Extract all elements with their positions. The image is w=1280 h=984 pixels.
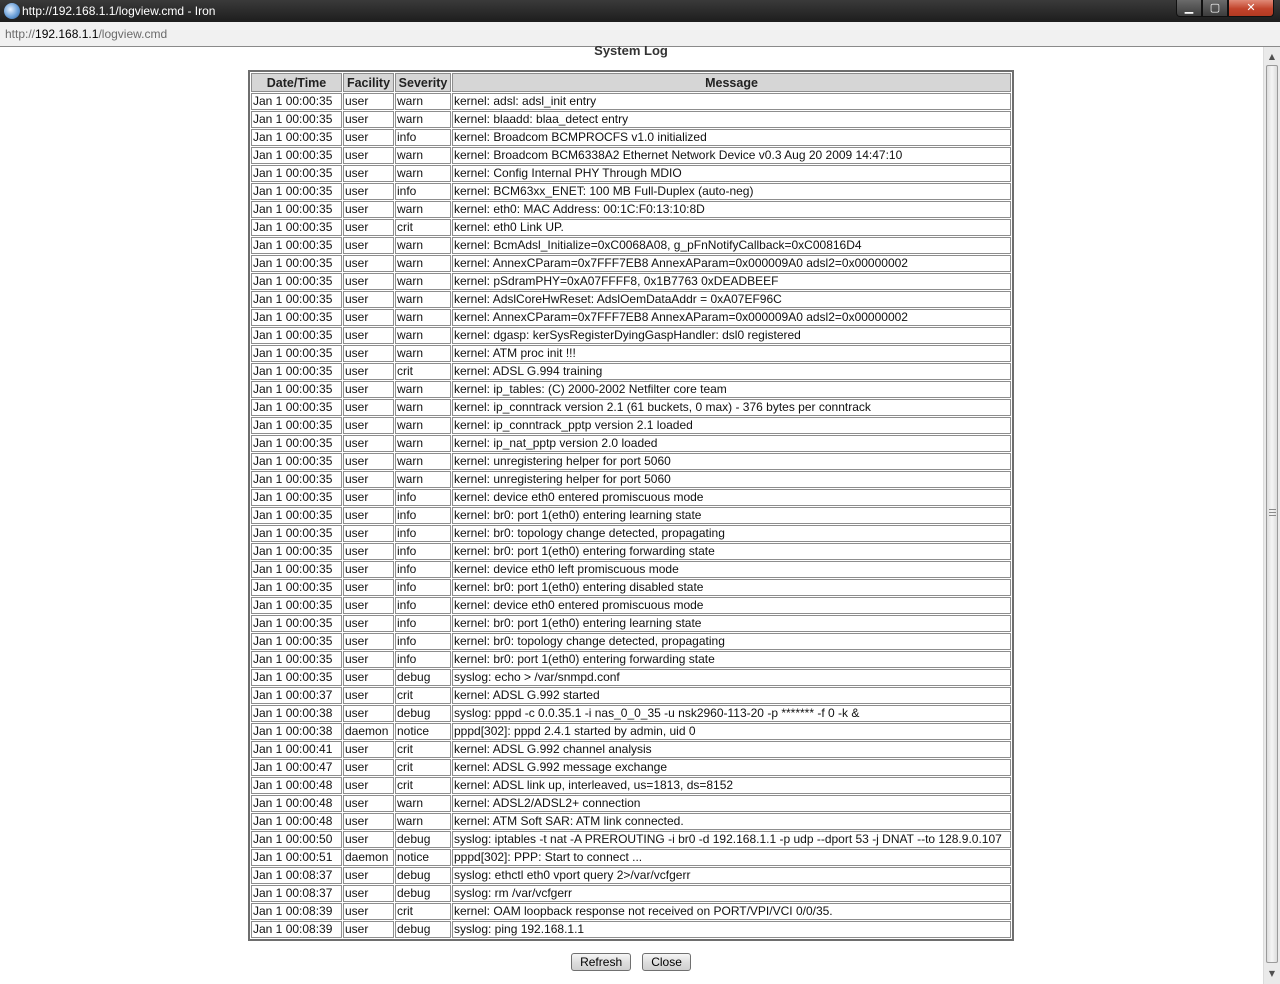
cell-date: Jan 1 00:00:35: [251, 525, 342, 542]
column-header-date: Date/Time: [251, 73, 342, 92]
scroll-up-arrow-icon[interactable]: ▲: [1268, 52, 1276, 61]
cell-severity: debug: [395, 705, 451, 722]
table-row: [251, 687, 1011, 704]
table-row: [251, 111, 1011, 128]
cell-severity: crit: [395, 363, 451, 380]
cell-message: kernel: AdslCoreHwReset: AdslOemDataAddr = 0xA07EF96C: [452, 291, 1011, 308]
cell-date: Jan 1 00:00:35: [251, 435, 342, 452]
table-row: [251, 399, 1011, 416]
table-row: [251, 723, 1011, 740]
cell-severity: warn: [395, 291, 451, 308]
cell-message: kernel: Config Internal PHY Through MDIO: [452, 165, 1011, 182]
url-path: /logview.cmd: [98, 27, 168, 41]
table-row: [251, 633, 1011, 650]
cell-facility: user: [343, 363, 394, 380]
table-row: [251, 453, 1011, 470]
table-row: [251, 417, 1011, 434]
table-row: [251, 543, 1011, 560]
cell-severity: debug: [395, 831, 451, 848]
cell-severity: warn: [395, 201, 451, 218]
cell-message: kernel: ip_tables: (C) 2000-2002 Netfilter core team: [452, 381, 1011, 398]
cell-message: kernel: AnnexCParam=0x7FFF7EB8 AnnexAParam=0x000009A0 adsl2=0x00000002: [452, 309, 1011, 326]
cell-facility: user: [343, 903, 394, 920]
cell-date: Jan 1 00:00:35: [251, 111, 342, 128]
cell-facility: user: [343, 255, 394, 272]
cell-date: Jan 1 00:00:35: [251, 183, 342, 200]
cell-facility: user: [343, 147, 394, 164]
table-row: [251, 147, 1011, 164]
url-text[interactable]: [5, 27, 167, 41]
table-row: [251, 201, 1011, 218]
cell-date: Jan 1 00:08:39: [251, 921, 342, 938]
cell-severity: debug: [395, 921, 451, 938]
cell-severity: warn: [395, 345, 451, 362]
cell-message: kernel: Broadcom BCMPROCFS v1.0 initialized: [452, 129, 1011, 146]
cell-facility: user: [343, 381, 394, 398]
cell-date: Jan 1 00:00:35: [251, 255, 342, 272]
cell-date: Jan 1 00:00:41: [251, 741, 342, 758]
cell-severity: warn: [395, 795, 451, 812]
table-row: [251, 561, 1011, 578]
cell-severity: crit: [395, 759, 451, 776]
table-row: [251, 273, 1011, 290]
maximize-icon[interactable]: ▢: [1202, 0, 1228, 17]
column-header-message: Message: [452, 73, 1011, 92]
cell-date: Jan 1 00:00:35: [251, 147, 342, 164]
table-row: [251, 219, 1011, 236]
cell-date: Jan 1 00:00:35: [251, 669, 342, 686]
table-row: [251, 255, 1011, 272]
window-controls: [1176, 0, 1274, 18]
cell-facility: user: [343, 651, 394, 668]
cell-facility: user: [343, 831, 394, 848]
cell-facility: user: [343, 543, 394, 560]
cell-message: kernel: eth0 Link UP.: [452, 219, 1011, 236]
cell-message: kernel: ip_nat_pptp version 2.0 loaded: [452, 435, 1011, 452]
table-row: [251, 759, 1011, 776]
cell-facility: user: [343, 273, 394, 290]
cell-date: Jan 1 00:00:35: [251, 291, 342, 308]
cell-severity: warn: [395, 273, 451, 290]
table-row: [251, 471, 1011, 488]
table-row: [251, 921, 1011, 938]
cell-date: Jan 1 00:00:35: [251, 129, 342, 146]
cell-severity: crit: [395, 687, 451, 704]
cell-message: kernel: br0: port 1(eth0) entering learning state: [452, 615, 1011, 632]
refresh-button[interactable]: Refresh: [571, 953, 631, 971]
table-row: [251, 849, 1011, 866]
cell-date: Jan 1 00:00:35: [251, 417, 342, 434]
cell-facility: user: [343, 309, 394, 326]
cell-facility: user: [343, 669, 394, 686]
cell-message: kernel: ADSL link up, interleaved, us=1813, ds=8152: [452, 777, 1011, 794]
table-row: [251, 381, 1011, 398]
cell-message: kernel: blaadd: blaa_detect entry: [452, 111, 1011, 128]
cell-date: Jan 1 00:00:48: [251, 777, 342, 794]
table-row: [251, 777, 1011, 794]
cell-date: Jan 1 00:00:35: [251, 597, 342, 614]
cell-date: Jan 1 00:00:35: [251, 165, 342, 182]
cell-message: kernel: ATM proc init !!!: [452, 345, 1011, 362]
cell-date: Jan 1 00:00:35: [251, 345, 342, 362]
table-row: [251, 615, 1011, 632]
cell-message: syslog: ethctl eth0 vport query 2>/var/vcfgerr: [452, 867, 1011, 884]
cell-date: Jan 1 00:00:37: [251, 687, 342, 704]
cell-message: kernel: device eth0 entered promiscuous mode: [452, 489, 1011, 506]
cell-facility: user: [343, 741, 394, 758]
cell-severity: crit: [395, 219, 451, 236]
cell-message: kernel: br0: port 1(eth0) entering learning state: [452, 507, 1011, 524]
table-row: [251, 435, 1011, 452]
cell-date: Jan 1 00:00:38: [251, 705, 342, 722]
table-row: [251, 345, 1011, 362]
cell-facility: user: [343, 345, 394, 362]
table-row: [251, 795, 1011, 812]
cell-message: kernel: ATM Soft SAR: ATM link connected.: [452, 813, 1011, 830]
table-row: [251, 507, 1011, 524]
table-row: [251, 903, 1011, 920]
cell-facility: user: [343, 813, 394, 830]
cell-severity: info: [395, 561, 451, 578]
cell-facility: user: [343, 867, 394, 884]
cell-facility: user: [343, 705, 394, 722]
scroll-down-arrow-icon[interactable]: ▼: [1268, 969, 1276, 978]
cell-message: kernel: device eth0 left promiscuous mode: [452, 561, 1011, 578]
cell-severity: info: [395, 615, 451, 632]
cell-message: kernel: ip_conntrack version 2.1 (61 buckets, 0 max) - 376 bytes per conntrack: [452, 399, 1011, 416]
cell-facility: user: [343, 615, 394, 632]
cell-message: pppd[302]: PPP: Start to connect ...: [452, 849, 1011, 866]
cell-severity: info: [395, 489, 451, 506]
cell-date: Jan 1 00:00:35: [251, 489, 342, 506]
cell-severity: warn: [395, 381, 451, 398]
table-row: [251, 363, 1011, 380]
cell-facility: user: [343, 291, 394, 308]
cell-date: Jan 1 00:00:38: [251, 723, 342, 740]
log-table-body: [251, 93, 1011, 938]
table-row: [251, 651, 1011, 668]
cell-date: Jan 1 00:00:35: [251, 633, 342, 650]
cell-severity: debug: [395, 867, 451, 884]
cell-facility: user: [343, 759, 394, 776]
cell-severity: warn: [395, 237, 451, 254]
table-row: [251, 165, 1011, 182]
cell-message: kernel: adsl: adsl_init entry: [452, 93, 1011, 110]
cell-severity: warn: [395, 327, 451, 344]
cell-facility: user: [343, 183, 394, 200]
cell-facility: user: [343, 93, 394, 110]
table-row: [251, 813, 1011, 830]
table-row: [251, 525, 1011, 542]
table-header-row: [251, 73, 1011, 92]
cell-message: kernel: ADSL G.992 message exchange: [452, 759, 1011, 776]
cell-severity: notice: [395, 723, 451, 740]
cell-date: Jan 1 00:00:35: [251, 453, 342, 470]
cell-severity: warn: [395, 399, 451, 416]
cell-facility: user: [343, 507, 394, 524]
cell-severity: info: [395, 507, 451, 524]
cell-message: kernel: br0: port 1(eth0) entering forwarding state: [452, 543, 1011, 560]
cell-severity: info: [395, 651, 451, 668]
scrollbar-grip-icon: [1269, 509, 1276, 518]
action-buttons: [0, 951, 1262, 971]
cell-severity: warn: [395, 147, 451, 164]
cell-facility: user: [343, 111, 394, 128]
cell-severity: info: [395, 579, 451, 596]
cell-date: Jan 1 00:00:35: [251, 543, 342, 560]
table-row: [251, 705, 1011, 722]
url-prefix: http://: [5, 27, 36, 41]
cell-severity: info: [395, 129, 451, 146]
cell-facility: user: [343, 237, 394, 254]
cell-date: Jan 1 00:00:48: [251, 813, 342, 830]
cell-date: Jan 1 00:00:35: [251, 327, 342, 344]
cell-message: kernel: BCM63xx_ENET: 100 MB Full-Duplex (auto-neg): [452, 183, 1011, 200]
cell-date: Jan 1 00:00:35: [251, 651, 342, 668]
cell-severity: warn: [395, 165, 451, 182]
cell-date: Jan 1 00:08:39: [251, 903, 342, 920]
cell-date: Jan 1 00:00:35: [251, 381, 342, 398]
table-row: [251, 579, 1011, 596]
cell-severity: info: [395, 597, 451, 614]
column-header-facility: Facility: [343, 73, 394, 92]
cell-facility: user: [343, 687, 394, 704]
cell-message: kernel: br0: topology change detected, propagating: [452, 633, 1011, 650]
cell-message: syslog: ping 192.168.1.1: [452, 921, 1011, 938]
table-row: [251, 867, 1011, 884]
cell-facility: user: [343, 165, 394, 182]
cell-message: syslog: iptables -t nat -A PREROUTING -i br0 -d 192.168.1.1 -p udp --dport 53 -j DNAT --to 128.9.0.107: [452, 831, 1011, 848]
cell-date: Jan 1 00:00:50: [251, 831, 342, 848]
cell-date: Jan 1 00:00:35: [251, 507, 342, 524]
table-row: [251, 291, 1011, 308]
cell-severity: warn: [395, 93, 451, 110]
table-row: [251, 129, 1011, 146]
table-row: [251, 327, 1011, 344]
table-row: [251, 885, 1011, 902]
system-log-table: [248, 70, 1014, 941]
cell-facility: user: [343, 435, 394, 452]
close-button[interactable]: Close: [642, 953, 691, 971]
cell-facility: user: [343, 633, 394, 650]
cell-severity: warn: [395, 255, 451, 272]
cell-facility: user: [343, 219, 394, 236]
close-window-icon[interactable]: ✕: [1228, 0, 1274, 17]
cell-message: kernel: br0: port 1(eth0) entering forwarding state: [452, 651, 1011, 668]
cell-date: Jan 1 00:00:35: [251, 471, 342, 488]
cell-message: pppd[302]: pppd 2.4.1 started by admin, uid 0: [452, 723, 1011, 740]
cell-facility: user: [343, 561, 394, 578]
table-row: [251, 237, 1011, 254]
cell-facility: user: [343, 921, 394, 938]
cell-severity: notice: [395, 849, 451, 866]
cell-facility: user: [343, 777, 394, 794]
cell-message: kernel: ADSL G.994 training: [452, 363, 1011, 380]
cell-date: Jan 1 00:00:35: [251, 309, 342, 326]
cell-message: kernel: BcmAdsl_Initialize=0xC0068A08, g_pFnNotifyCallback=0xC00816D4: [452, 237, 1011, 254]
cell-message: syslog: rm /var/vcfgerr: [452, 885, 1011, 902]
cell-severity: warn: [395, 435, 451, 452]
cell-facility: user: [343, 399, 394, 416]
cell-date: Jan 1 00:00:48: [251, 795, 342, 812]
table-row: [251, 183, 1011, 200]
cell-message: kernel: device eth0 entered promiscuous mode: [452, 597, 1011, 614]
cell-severity: debug: [395, 669, 451, 686]
cell-facility: user: [343, 327, 394, 344]
cell-severity: warn: [395, 471, 451, 488]
cell-message: kernel: ip_conntrack_pptp version 2.1 loaded: [452, 417, 1011, 434]
cell-date: Jan 1 00:00:35: [251, 273, 342, 290]
cell-severity: warn: [395, 453, 451, 470]
cell-severity: warn: [395, 111, 451, 128]
cell-facility: user: [343, 471, 394, 488]
browser-app-icon: [4, 3, 20, 19]
cell-facility: user: [343, 579, 394, 596]
cell-severity: info: [395, 633, 451, 650]
cell-message: kernel: OAM loopback response not received on PORT/VPI/VCI 0/0/35.: [452, 903, 1011, 920]
cell-facility: daemon: [343, 723, 394, 740]
table-row: [251, 741, 1011, 758]
cell-message: kernel: ADSL G.992 channel analysis: [452, 741, 1011, 758]
cell-message: syslog: pppd -c 0.0.35.1 -i nas_0_0_35 -u nsk2960-113-20 -p ******* -f 0 -k &: [452, 705, 1011, 722]
cell-facility: daemon: [343, 849, 394, 866]
cell-facility: user: [343, 417, 394, 434]
cell-message: kernel: eth0: MAC Address: 00:1C:F0:13:10:8D: [452, 201, 1011, 218]
column-header-severity: Severity: [395, 73, 451, 92]
window-title: http://192.168.1.1/logview.cmd - Iron: [22, 4, 216, 18]
cell-message: kernel: pSdramPHY=0xA07FFFF8, 0x1B7763 0xDEADBEEF: [452, 273, 1011, 290]
cell-severity: info: [395, 543, 451, 560]
cell-date: Jan 1 00:00:35: [251, 579, 342, 596]
cell-facility: user: [343, 885, 394, 902]
cell-severity: warn: [395, 813, 451, 830]
cell-severity: warn: [395, 309, 451, 326]
cell-severity: crit: [395, 903, 451, 920]
cell-date: Jan 1 00:08:37: [251, 867, 342, 884]
cell-severity: crit: [395, 741, 451, 758]
cell-message: kernel: ADSL G.992 started: [452, 687, 1011, 704]
table-row: [251, 309, 1011, 326]
cell-date: Jan 1 00:00:35: [251, 93, 342, 110]
cell-severity: crit: [395, 777, 451, 794]
cell-facility: user: [343, 201, 394, 218]
table-row: [251, 669, 1011, 686]
cell-facility: user: [343, 453, 394, 470]
cell-message: kernel: ADSL2/ADSL2+ connection: [452, 795, 1011, 812]
table-row: [251, 831, 1011, 848]
cell-facility: user: [343, 489, 394, 506]
cell-message: kernel: dgasp: kerSysRegisterDyingGaspHandler: dsl0 registered: [452, 327, 1011, 344]
table-row: [251, 489, 1011, 506]
cell-severity: warn: [395, 417, 451, 434]
cell-date: Jan 1 00:00:35: [251, 561, 342, 578]
cell-date: Jan 1 00:08:37: [251, 885, 342, 902]
vertical-scrollbar[interactable]: [1263, 47, 1280, 984]
cell-date: Jan 1 00:00:47: [251, 759, 342, 776]
cell-severity: info: [395, 525, 451, 542]
table-row: [251, 93, 1011, 110]
cell-severity: debug: [395, 885, 451, 902]
cell-date: Jan 1 00:00:35: [251, 219, 342, 236]
cell-severity: info: [395, 183, 451, 200]
cell-message: kernel: unregistering helper for port 5060: [452, 471, 1011, 488]
table-row: [251, 597, 1011, 614]
cell-date: Jan 1 00:00:51: [251, 849, 342, 866]
cell-message: kernel: unregistering helper for port 5060: [452, 453, 1011, 470]
window-titlebar: [0, 0, 1280, 22]
cell-facility: user: [343, 129, 394, 146]
cell-date: Jan 1 00:00:35: [251, 399, 342, 416]
cell-message: kernel: br0: topology change detected, propagating: [452, 525, 1011, 542]
cell-message: syslog: echo > /var/snmpd.conf: [452, 669, 1011, 686]
cell-facility: user: [343, 525, 394, 542]
cell-message: kernel: Broadcom BCM6338A2 Ethernet Network Device v0.3 Aug 20 2009 14:47:10: [452, 147, 1011, 164]
cell-date: Jan 1 00:00:35: [251, 615, 342, 632]
minimize-icon[interactable]: ▁: [1176, 0, 1202, 17]
url-host: 192.168.1.1: [35, 27, 99, 41]
cell-date: Jan 1 00:00:35: [251, 201, 342, 218]
cell-date: Jan 1 00:00:35: [251, 363, 342, 380]
cell-message: kernel: AnnexCParam=0x7FFF7EB8 AnnexAParam=0x000009A0 adsl2=0x00000002: [452, 255, 1011, 272]
cell-date: Jan 1 00:00:35: [251, 237, 342, 254]
scrollbar-thumb[interactable]: [1266, 65, 1278, 963]
page-title: System Log: [594, 43, 668, 58]
cell-facility: user: [343, 795, 394, 812]
cell-facility: user: [343, 597, 394, 614]
cell-message: kernel: br0: port 1(eth0) entering disabled state: [452, 579, 1011, 596]
